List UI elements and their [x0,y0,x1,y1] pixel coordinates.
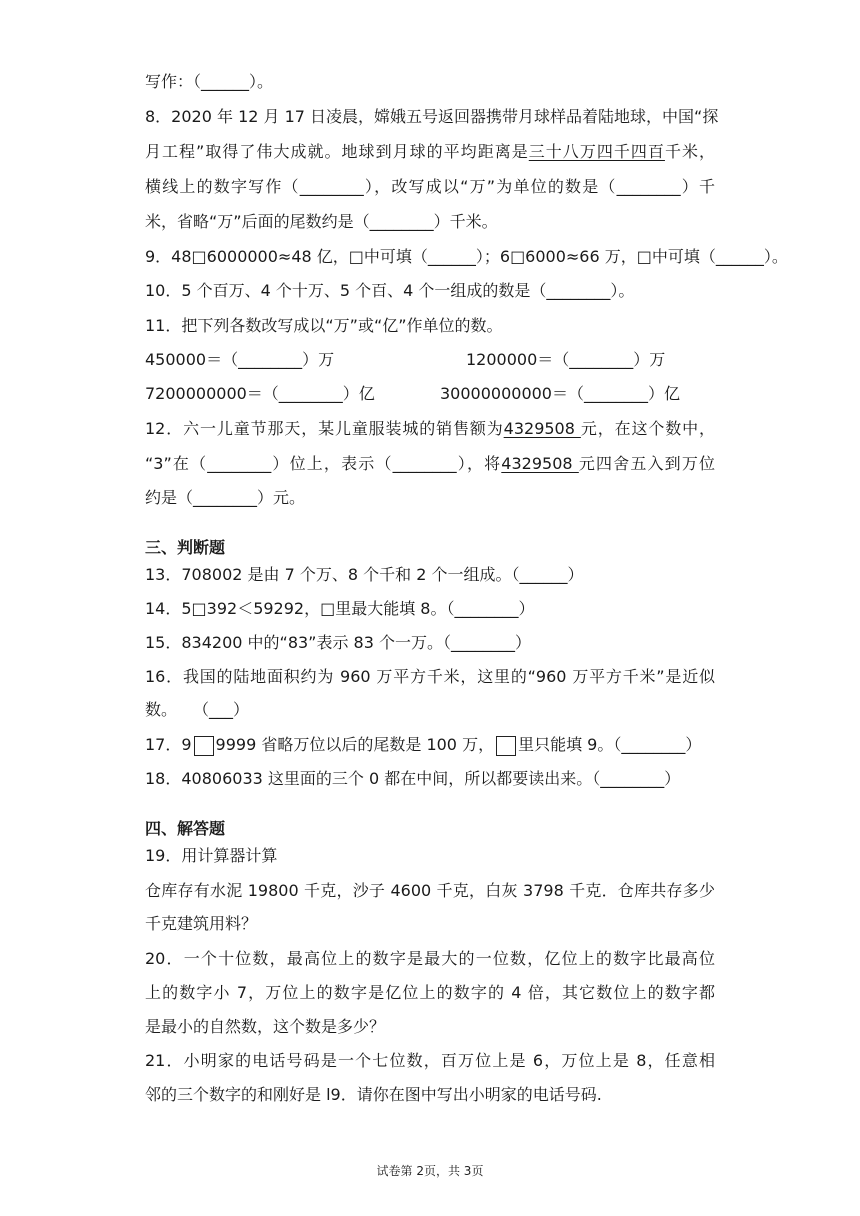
question-19-title: 19．用计算器计算 [145,846,278,865]
question-14: 14．5□392＜59292，□里最大能填 8。（________） [145,599,535,618]
question-8-line-2: 月工程”取得了伟大成就。地球到月球的平均距离是三十八万四千四百千米， [145,142,715,161]
question-21-line-2: 邻的三个数字的和刚好是 l9．请你在图中写出小明家的电话号码. [145,1085,602,1104]
section-4-heading: 四、解答题 [145,819,226,838]
question-21-line-1: 21．小明家的电话号码是一个七位数，百万位上是 6，万位上是 8，任意相 [145,1051,715,1070]
question-20-line-1: 20．一个十位数，最高位上的数字是最大的一位数，亿位上的数字比最高位 [145,949,715,968]
question-18: 18．40806033 这里面的三个 0 都在中间，所以都要读出来。（________） [145,769,681,788]
question-10: 10．5 个百万、4 个十万、5 个百、4 个一组成的数是（________）。 [145,281,635,300]
question-11-item-d: 30000000000＝（________）亿 [440,384,680,403]
question-8-line-1: 8．2020 年 12 月 17 日凌晨，嫦娥五号返回器携带月球样品着陆地球，中国“探 [145,107,719,126]
question-11-title: 11．把下列各数改写成以“万”或“亿”作单位的数。 [145,316,503,335]
question-16-line-1: 16．我国的陆地面积约为 960 万平方千米，这里的“960 万平方千米”是近似 [145,667,715,686]
question-8-line-4: 米，省略“万”后面的尾数约是（________）千米。 [145,212,498,231]
question-19-line-2: 千克建筑用料？ [145,914,258,933]
page-footer: 试卷第 2页，共 3页 [376,1164,484,1178]
question-12-line-2: “3”在（________）位上，表示（________），将4329508 元四舍五入到万位 [145,454,715,473]
question-13: 13．708002 是由 7 个万、8 个千和 2 个一组成。（______） [145,565,584,584]
question-15: 15．834200 中的“83”表示 83 个一万。（________） [145,633,531,652]
question-9: 9．48□6000000≈48 亿，□中可填（______）；6□6000≈66 万，□中可填（______）。 [145,247,788,266]
question-12-line-3: 约是（________）元。 [145,488,306,507]
question-11-item-c: 7200000000＝（________）亿 [145,384,375,403]
question-19-line-1: 仓库存有水泥 19800 千克，沙子 4600 千克，白灰 3798 千克．仓库共存多少 [145,881,715,900]
section-3-heading: 三、判断题 [145,538,226,557]
question-8-line-3: 横线上的数字写作（________），改写成以“万”为单位的数是（________）千 [145,177,715,196]
question-11-item-a: 450000＝（________）万 [145,350,335,369]
question-16-line-2: 数。 （___） [145,700,250,719]
underlined-distance: 三十八万四千四百 [528,142,665,161]
underlined-sales: 4329508 [503,419,581,438]
answer-box-2 [496,736,516,756]
question-20-line-2: 上的数字小 7，万位上的数字是亿位上的数字的 4 倍，其它数位上的数字都 [145,983,715,1002]
question-12-line-1: 12．六一儿童节那天，某儿童服装城的销售额为4329508 元，在这个数中， [145,419,715,438]
question-20-line-3: 是最小的自然数，这个数是多少？ [145,1017,386,1036]
question-7-tail: 写作：（______）。 [145,72,274,91]
question-11-item-b: 1200000＝（________）万 [466,350,666,369]
underlined-sales-2: 4329508 [501,454,579,473]
question-17: 17．9 9999 省略万位以后的尾数是 100 万， 里只能填 9。（________） [145,735,702,754]
answer-box [194,736,214,756]
